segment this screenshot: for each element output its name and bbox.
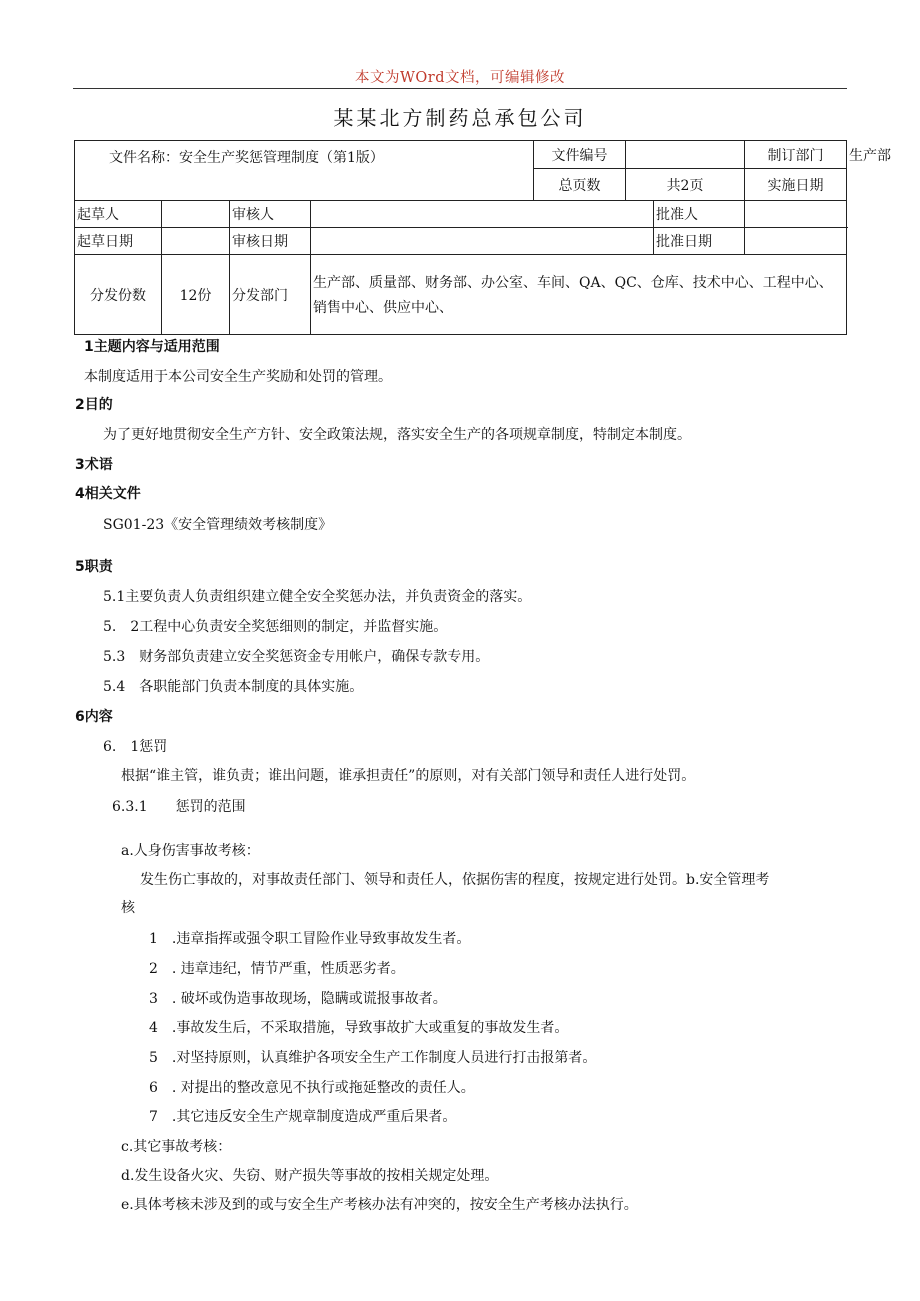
section-6-1: 6. 1惩罚 xyxy=(103,739,168,755)
section-6-3-1: 6.3.1 惩罚的范围 xyxy=(112,799,246,815)
list-item: 1 .违章指挥或强令职工冒险作业导致事故发生者。 xyxy=(149,931,471,947)
list-item: 6 . 对提出的整改意见不执行或拖延整改的责任人。 xyxy=(149,1080,475,1096)
review-date-value xyxy=(311,228,654,255)
item-c: c.其它事故考核： xyxy=(121,1139,232,1155)
doc-no-value xyxy=(626,141,745,169)
approve-date-label: 批准日期 xyxy=(654,228,745,255)
section-3-heading: 3术语 xyxy=(75,457,113,473)
pages-label: 总页数 xyxy=(534,169,626,201)
draft-date-value xyxy=(162,228,230,255)
section-5-1: 5.1主要负责人负责组织建立健全安全奖惩办法，并负责资金的落实。 xyxy=(103,589,532,605)
approver-value xyxy=(745,201,847,228)
header-rule xyxy=(73,88,847,89)
list-item: 5 .对坚持原则，认真维护各项安全生产工作制度人员进行打击报第者。 xyxy=(149,1050,597,1066)
dist-dept-label: 分发部门 xyxy=(230,255,311,335)
list-item: 4 .事故发生后，不采取措施，导致事故扩大或重复的事故发生者。 xyxy=(149,1020,569,1036)
item-a-title: a.人身伤害事故考核： xyxy=(121,843,260,859)
list-item: 7 .其它违反安全生产规章制度造成严重后果者。 xyxy=(149,1109,457,1125)
item-a-text-1: 发生伤亡事故的，对事故责任部门、领导和责任人，依据伤害的程度，按规定进行处罚。b.安全管理考 xyxy=(140,872,770,888)
section-5-4: 5.4 各职能部门负责本制度的具体实施。 xyxy=(103,679,364,695)
doc-name-cell: 文件名称：安全生产奖惩管理制度（第1版） xyxy=(75,141,534,201)
section-2-heading: 2目的 xyxy=(75,397,113,413)
drafter-label: 起草人 xyxy=(75,201,162,228)
item-a-text-2: 核 xyxy=(121,900,135,916)
section-1-text: 本制度适用于本公司安全生产奖励和处罚的管理。 xyxy=(84,369,392,385)
section-4-heading: 4相关文件 xyxy=(75,486,141,502)
pages-value: 共2页 xyxy=(626,169,745,201)
company-title: 某某北方制药总承包公司 xyxy=(333,106,587,130)
dist-dept-value: 生产部、质量部、财务部、办公室、车间、QA、QC、仓库、技术中心、工程中心、销售中心、供应中心、 xyxy=(311,255,847,335)
impl-date-label: 实施日期 xyxy=(745,169,847,201)
section-5-heading: 5职责 xyxy=(75,559,113,575)
doc-no-label: 文件编号 xyxy=(534,141,626,169)
item-d: d.发生设备火灾、失窃、财产损失等事故的按相关规定处理。 xyxy=(121,1168,499,1184)
dept-label: 制订部门 xyxy=(745,141,847,169)
watermark-text: 本文为WOrd文档，可编辑修改 xyxy=(354,70,565,86)
item-e: e.具体考核未涉及到的或与安全生产考核办法有冲突的，按安全生产考核办法执行。 xyxy=(121,1197,638,1213)
approve-date-value xyxy=(745,228,847,255)
list-item: 2 . 违章违纪，情节严重，性质恶劣者。 xyxy=(149,961,405,977)
section-2-text: 为了更好地贯彻安全生产方针、安全政策法规，落实安全生产的各项规章制度，特制定本制度。 xyxy=(103,427,691,443)
review-date-label: 审核日期 xyxy=(230,228,311,255)
section-6-heading: 6内容 xyxy=(75,709,113,725)
document-info-table: 文件名称：安全生产奖惩管理制度（第1版） 文件编号 制订部门 生产部 总页数 共2页 实施日期 起草人 审核人 批准人 起草日期 审核日期 批准日期 分发份数 12份 分发部门 生产部、质量部、财务部、办公室、车间、QA、QC、仓库、技术中心、工程中心、销售中心、供应中心、 xyxy=(74,140,847,335)
section-4-text: SG01-23《安全管理绩效考核制度》 xyxy=(103,517,333,533)
section-6-1-text: 根据“谁主管，谁负责；谁出问题，谁承担责任”的原则，对有关部门领导和责任人进行处罚。 xyxy=(121,768,696,784)
section-5-3: 5.3 财务部负责建立安全奖惩资金专用帐户，确保专款专用。 xyxy=(103,649,490,665)
draft-date-label: 起草日期 xyxy=(75,228,162,255)
list-item: 3 . 破坏或伪造事故现场，隐瞒或谎报事故者。 xyxy=(149,991,447,1007)
drafter-value xyxy=(162,201,230,228)
copies-value: 12份 xyxy=(162,255,230,335)
section-1-heading: 1主题内容与适用范围 xyxy=(84,339,220,355)
copies-label: 分发份数 xyxy=(75,255,162,335)
reviewer-label: 审核人 xyxy=(230,201,311,228)
reviewer-value xyxy=(311,201,654,228)
approver-label: 批准人 xyxy=(654,201,745,228)
section-5-2: 5. 2工程中心负责安全奖惩细则的制定，并监督实施。 xyxy=(103,619,448,635)
